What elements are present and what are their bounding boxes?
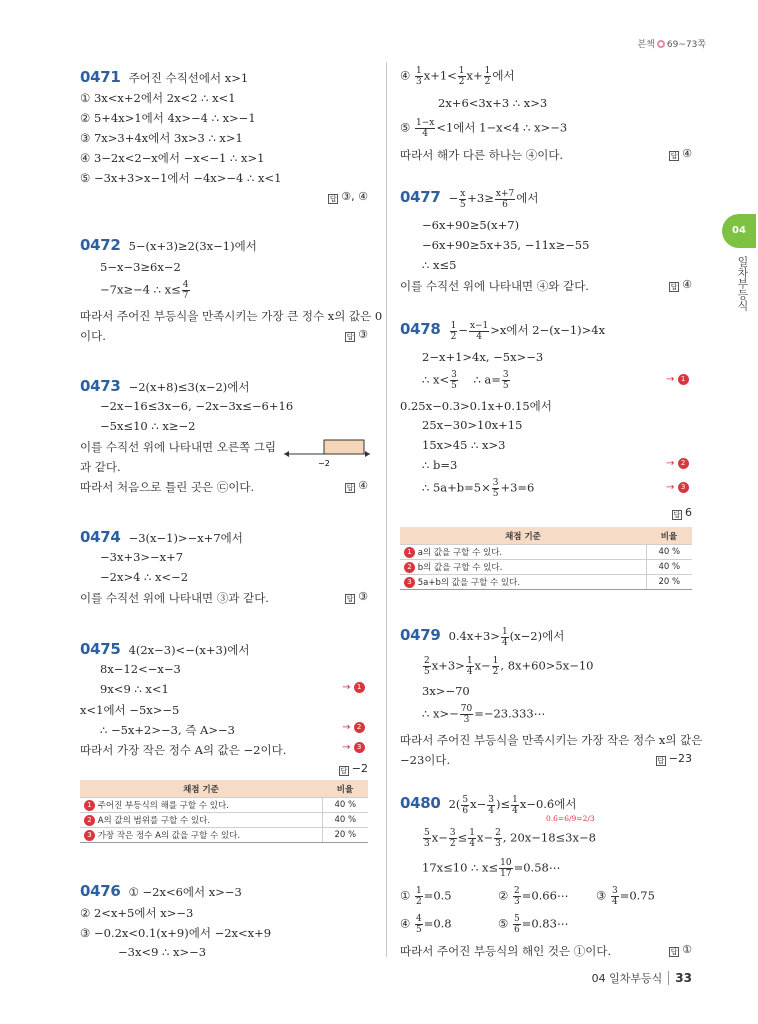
- solution-line: 2−x+1>4x, −5x>−3: [422, 350, 544, 364]
- chapter-title: 일차부등식: [736, 256, 749, 311]
- answer-icon: 답: [670, 948, 678, 956]
- solution-line: ④ $\frac{1}{3}$ x+1< $\frac{1}{2}$ x+ $\frac{1}{2}$ 에서: [400, 66, 515, 87]
- solution-line: 따라서 가장 작은 정수 A의 값은 −2이다.: [80, 743, 287, 757]
- answer-icon: 답: [340, 767, 348, 775]
- problem-0472-head: [80, 236, 257, 254]
- solution-line: ∴ b=3: [422, 458, 458, 472]
- solution-line: −6x+90≥5x+35, −11x≥−55: [422, 238, 590, 252]
- page-footer: [592, 970, 692, 986]
- solution-line: ∴ 5a+b=5× $\frac{3}{5}$ +3=6: [422, 478, 535, 499]
- answer-0478: [672, 506, 692, 520]
- page-header: [637, 37, 706, 50]
- solution-line: ⑤ −3x+3>x−1에서 −4x>−4 ∴ x<1: [80, 171, 282, 185]
- solution-line: ① $\frac{1}{2}$ =0.5: [400, 886, 452, 907]
- problem-0474-head: [80, 528, 243, 546]
- solution-line: −6x+90≥5(x+7): [422, 218, 520, 232]
- solution-line: 이를 수직선 위에 나타내면 ④와 같다.: [400, 279, 589, 293]
- solution-line: 15x>45 ∴ x>3: [422, 438, 506, 452]
- solution-line: 따라서 처음으로 틀린 곳은 ㉢이다.: [80, 480, 255, 494]
- solution-line: $\frac{2}{5}$ x+3> $\frac{1}{4}$ x− $\frac{1}{2}$ , 8x+60>5x−10: [424, 656, 594, 677]
- solution-line: 이다.: [80, 329, 106, 343]
- note-annotation: 0.6̇=6/9=2/3: [546, 814, 595, 823]
- solution-line: ② 5+4x>1에서 4x>−4 ∴ x>−1: [80, 111, 256, 125]
- answer-value: 6: [685, 506, 692, 519]
- solution-line: 17x≤10 ∴ x≤ $\frac{10}{17}$ =0.58⋯: [422, 858, 561, 879]
- solution-line: 0.25x−0.3>0.1x+0.15에서: [400, 399, 552, 413]
- solution-line: 2x+6<3x+3 ∴ x>3: [438, 96, 548, 110]
- problem-number: 0480: [400, 794, 441, 812]
- column-divider: [386, 62, 387, 957]
- table-row: 2 A의 값의 범위를 구할 수 있다. 40 %: [80, 813, 368, 828]
- answer-value: −2: [351, 762, 368, 775]
- solution-line: ③ $\frac{3}{4}$ =0.75: [596, 886, 655, 907]
- answer-icon: 답: [346, 484, 354, 492]
- fraction: $\frac{4}{7}$: [182, 280, 189, 301]
- problem-0475-head: [80, 640, 250, 658]
- solution-line: ② $\frac{2}{3}$ =0.66⋯: [498, 886, 569, 907]
- footer-chapter: 04 일차부등식: [591, 972, 663, 985]
- answer-value: −23: [668, 752, 692, 765]
- answer-value: ④: [682, 278, 692, 291]
- problem-0479-head: 0479 0.4x+3> $\frac{1}{4}$ (x−2)에서: [400, 626, 565, 648]
- answer-value: ④: [358, 479, 368, 492]
- solution-line: 따라서 주어진 부등식을 만족시키는 가장 큰 정수 x의 값은 0: [80, 309, 383, 323]
- problem-0476-head: [80, 882, 242, 900]
- table-row: 1 a의 값을 구할 수 있다. 40 %: [400, 545, 692, 560]
- solution-line: ③ 7x>3+4x에서 3x>3 ∴ x>1: [80, 131, 243, 145]
- problem-number: 0478: [400, 320, 441, 338]
- answer-0476: [669, 147, 692, 161]
- problem-0473-head: [80, 377, 250, 395]
- score-mark: → 1: [342, 682, 365, 693]
- answer-value: ①: [682, 943, 692, 956]
- problem-number: 0472: [80, 236, 121, 254]
- problem-number: 0475: [80, 640, 121, 658]
- solution-line: 주어진 수직선에서 x>1: [128, 71, 249, 85]
- solution-line: ③ −0.2x<0.1(x+9)에서 −2x<x+9: [80, 926, 272, 940]
- solution-line: 8x−12<−x−3: [100, 662, 181, 676]
- table-row: 1 주어진 부등식의 해를 구할 수 있다. 40 %: [80, 798, 368, 813]
- answer-0477: [669, 278, 692, 292]
- problem-0471-head: [80, 68, 248, 86]
- solution-line: −3(x−1)>−x+7에서: [128, 531, 243, 545]
- answer-0473: [345, 479, 368, 493]
- solution-line: 따라서 주어진 부등식을 만족시키는 가장 작은 정수 x의 값은: [400, 733, 703, 747]
- chapter-number: 04: [722, 214, 756, 248]
- solution-line: ∴ x≤5: [422, 258, 457, 272]
- answer-value: ④: [682, 147, 692, 160]
- answer-icon: 답: [346, 333, 354, 341]
- solution-line: 이를 수직선 위에 나타내면 ③과 같다.: [80, 591, 269, 605]
- answer-0475: [339, 762, 368, 776]
- answer-value: ③: [358, 328, 368, 341]
- solution-line: ∴ −5x+2>−3, 즉 A>−3: [100, 723, 235, 737]
- score-mark: → 2: [666, 458, 689, 469]
- solution-line: ① 3x<x+2에서 2x<2 ∴ x<1: [80, 91, 236, 105]
- answer-value: ③, ④: [341, 190, 368, 203]
- solution-line: −3x<9 ∴ x>−3: [118, 945, 207, 959]
- score-mark: → 2: [342, 722, 365, 733]
- solution-line: −7x≥−4 ∴ x≤ $\frac{4}{7}$: [100, 280, 189, 301]
- solution-line: 과 같다.: [80, 460, 121, 474]
- score-mark: → 3: [342, 742, 365, 753]
- solution-line: ④ 3−2x<2−x에서 −x<−1 ∴ x>1: [80, 151, 265, 165]
- solution-line: ⑤ $\frac{5}{6}$ =0.83⋯: [498, 914, 569, 935]
- problem-number: 0474: [80, 528, 121, 546]
- problem-0478-head: 0478 $\frac{1}{2}$ − $\frac{x-1}{4}$ >x에서 2−(x−1)>4x: [400, 320, 606, 342]
- circle-icon: [657, 40, 665, 48]
- solution-line: ① −2x<6에서 x>−3: [128, 885, 242, 899]
- solution-line: 따라서 해가 다른 하나는 ④이다.: [400, 148, 564, 162]
- solution-line: ② 2<x+5에서 x>−3: [80, 906, 194, 920]
- solution-line: ∴ x< $\frac{3}{5}$ ∴ a= $\frac{3}{5}$: [422, 370, 509, 391]
- number-line-diagram: [282, 434, 372, 470]
- answer-icon: 답: [657, 757, 665, 765]
- solution-line: x<1에서 −5x>−5: [80, 703, 180, 717]
- answer-icon: 답: [670, 152, 678, 160]
- answer-icon: 답: [673, 511, 681, 519]
- score-mark: → 1: [666, 374, 689, 385]
- problem-number: 0473: [80, 377, 121, 395]
- solution-line: −5x≤10 ∴ x≥−2: [100, 419, 196, 433]
- problem-0480-head: 0480 2( $\frac{5}{6}$ x− $\frac{3}{4}$ )≤ $\frac{1}{4}$ x−0.6̇에서: [400, 794, 577, 816]
- chapter-tab: [722, 214, 758, 394]
- solution-line: −2(x+8)≤3(x−2)에서: [128, 380, 250, 394]
- score-mark: → 3: [666, 482, 689, 493]
- solution-line: 5−x−3≥6x−2: [100, 260, 181, 274]
- solution-line: −23이다.: [400, 753, 451, 767]
- table-row: 2 b의 값을 구할 수 있다. 40 %: [400, 560, 692, 575]
- solution-line: 9x<9 ∴ x<1: [100, 682, 169, 696]
- table-row: 3 가장 작은 정수 A의 값을 구할 수 있다. 20 %: [80, 828, 368, 843]
- solution-line: 3x>−70: [422, 684, 470, 698]
- answer-icon: 답: [670, 283, 678, 291]
- problem-number: 0476: [80, 882, 121, 900]
- answer-0474: [345, 590, 368, 604]
- problem-0477-head: 0477 − $\frac{x}{5}$ +3≥ $\frac{x+7}{6}$ 에서: [400, 188, 539, 210]
- table-row: 3 5a+b의 값을 구할 수 있다. 20 %: [400, 575, 692, 590]
- answer-0471: [328, 190, 368, 204]
- solution-line: 따라서 주어진 부등식의 해인 것은 ①이다.: [400, 944, 612, 958]
- answer-0479: [656, 752, 692, 766]
- solution-line: 5−(x+3)≥2(3x−1)에서: [128, 239, 257, 253]
- answer-icon: 답: [329, 195, 337, 203]
- solution-line: ∴ x>− $\frac{70}{3}$ =−23.333⋯: [422, 704, 546, 725]
- solution-line: −2x−16≤3x−6, −2x−3x≤−6+16: [100, 399, 294, 413]
- grading-table: 채점 기준 비율 1 주어진 부등식의 해를 구할 수 있다. 40 % 2 A의 값의 범위를 구할 수 있다. 40 % 3 가장 작은 정수 A의 값을 구할 수 있다. 20 %: [80, 780, 368, 843]
- answer-value: ③: [358, 590, 368, 603]
- grading-table: 채점 기준 비율 1 a의 값을 구할 수 있다. 40 % 2 b의 값을 구할 수 있다. 40 % 3 5a+b의 값을 구할 수 있다. 20 %: [400, 527, 692, 590]
- header-pages: 69~73쪽: [666, 40, 706, 50]
- solution-line: 25x−30>10x+15: [422, 418, 523, 432]
- solution-line: 이를 수직선 위에 나타내면 오른쪽 그림: [80, 440, 277, 454]
- solution-line: ⑤ $\frac{1-x}{4}$ <1에서 1−x<4 ∴ x>−3: [400, 118, 568, 139]
- number-line-label: −2: [318, 459, 330, 468]
- solution-line: −2x>4 ∴ x<−2: [100, 570, 189, 584]
- solution-line: $\frac{5}{3}$ x− $\frac{3}{2}$ ≤ $\frac{1}{4}$ x− $\frac{2}{3}$ , 20x−18≤3x−8: [424, 828, 596, 849]
- problem-number: 0471: [80, 68, 121, 86]
- page-number: 33: [668, 971, 692, 985]
- problem-number: 0479: [400, 626, 441, 644]
- problem-number: 0477: [400, 188, 441, 206]
- answer-0472: [345, 328, 368, 342]
- answer-icon: 답: [346, 595, 354, 603]
- header-book: 본책: [637, 40, 655, 50]
- answer-0480: [669, 943, 692, 957]
- solution-line: ④ $\frac{4}{5}$ =0.8: [400, 914, 452, 935]
- solution-line: 4(2x−3)<−(x+3)에서: [128, 643, 250, 657]
- solution-line: −3x+3>−x+7: [100, 550, 184, 564]
